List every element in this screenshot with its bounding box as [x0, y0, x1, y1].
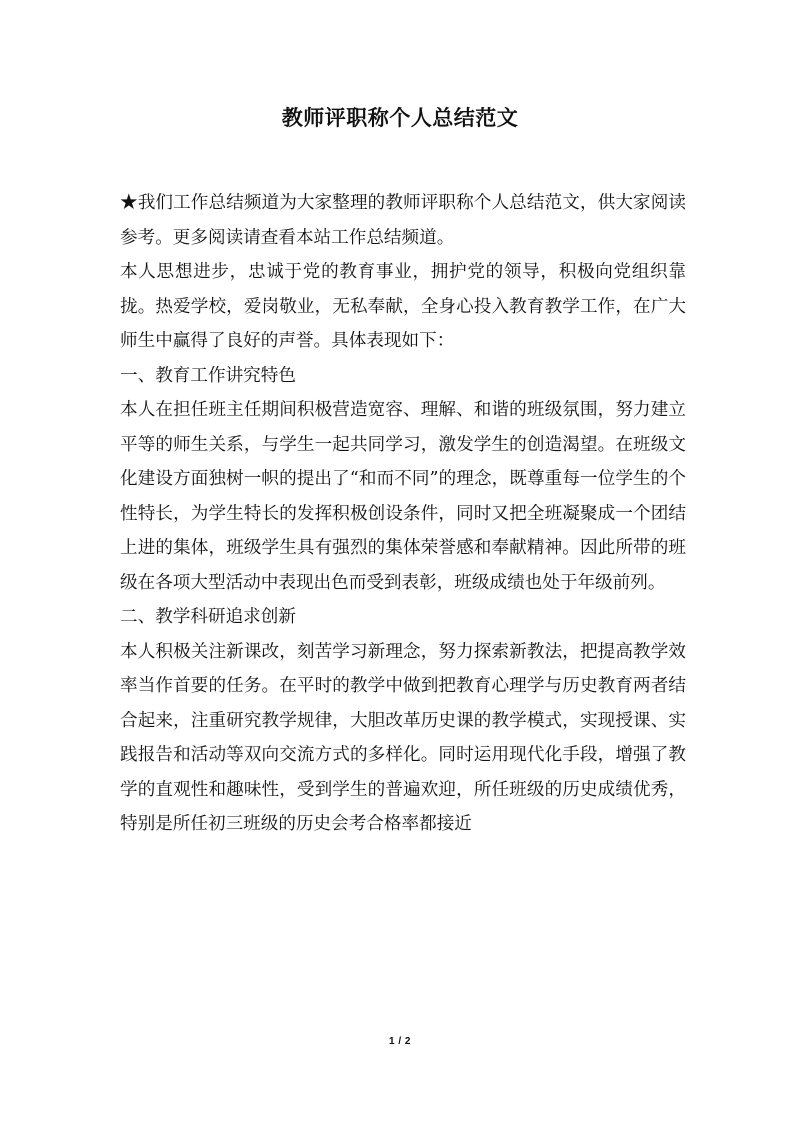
document-body: [120, 186, 686, 842]
intro-paragraph: ★我们工作总结频道为大家整理的教师评职称个人总结范文，供大家阅读参考。更多阅读请查看本站工作总结频道。: [120, 193, 686, 248]
page-number: 1 / 2: [389, 1036, 411, 1047]
paragraph-3: 本人积极关注新课改，刻苦学习新理念，努力探索新教法，把提高教学效率当作首要的任务。在平时的教学中做到把教育心理学与历史教育两者结合起来，注重研究教学规律，大胆改革历史课的教学模式，实现授课、实践报告和活动等双向交流方式的多样化。同时运用现代化手段，增强了教学的直观性和趣味性，受到学生的普遍欢迎，所任班级的历史成绩优秀，特别是所任初三班级的历史会考合格率都接近: [120, 641, 686, 834]
section-heading-2: 二、教学科研追求创新: [120, 607, 296, 627]
paragraph-2: 本人在担任班主任期间积极营造宽容、理解、和谐的班级氛围，努力建立平等的师生关系，与学生一起共同学习，激发学生的创造渴望。在班级文化建设方面独树一帜的提出了“和而不同”的理念，既尊重每一位学生的个性特长，为学生特长的发挥积极创设条件，同时又把全班凝聚成一个团结上进的集体，班级学生具有强烈的集体荣誉感和奉献精神。因此所带的班级在各项大型活动中表现出色而受到表彰，班级成绩也处于年级前列。: [120, 400, 686, 593]
section-heading-1: 一、教育工作讲究特色: [120, 365, 296, 386]
document-title: 教师评职称个人总结范文: [281, 105, 519, 130]
paragraph-1: 本人思想进步，忠诚于党的教育事业，拥护党的领导，积极向党组织靠拢。热爱学校，爱岗敬业，无私奉献，全身心投入教育教学工作，在广大师生中赢得了良好的声誉。具体表现如下：: [120, 262, 686, 351]
